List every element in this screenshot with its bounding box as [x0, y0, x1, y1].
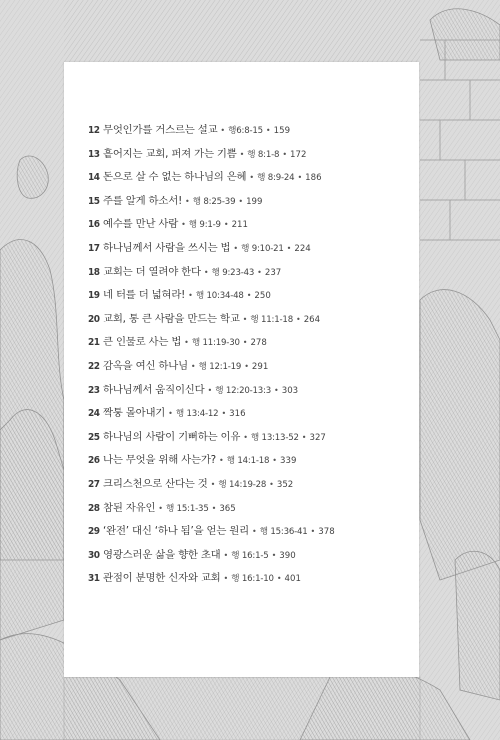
chapter-title: 하나님께서 움직이신다	[103, 383, 205, 396]
page-number: 352	[276, 479, 294, 490]
toc-entry	[88, 310, 418, 334]
separator-dot: •	[272, 456, 278, 466]
chapter-number: 26	[88, 455, 100, 467]
toc-entry	[88, 522, 418, 546]
scripture-reference: 행 8:25-39	[192, 196, 236, 207]
chapter-title: 돈으로 살 수 없는 하나님의 은혜	[103, 171, 247, 184]
toc-entry	[88, 333, 418, 357]
scripture-reference: 행 14:1-18	[226, 456, 270, 467]
chapter-title: 예수를 만난 사람	[103, 218, 179, 231]
chapter-number: 21	[88, 337, 100, 349]
toc-entry	[88, 215, 418, 239]
chapter-title: 큰 인물로 사는 법	[103, 336, 182, 349]
separator-dot: •	[257, 267, 262, 277]
chapter-title: 영광스러운 삶을 향한 초대	[103, 548, 221, 561]
scripture-reference: 행 15:1-35	[166, 503, 209, 514]
chapter-title: 크리스천으로 산다는 것	[103, 477, 208, 490]
separator-dot: •	[210, 479, 216, 489]
separator-dot: •	[207, 385, 213, 395]
toc-entry	[88, 239, 418, 263]
separator-dot: •	[251, 527, 257, 537]
chapter-number: 27	[88, 478, 100, 490]
separator-dot: •	[238, 196, 244, 206]
chapter-title: 주를 알게 하소서!	[103, 194, 183, 207]
toc-entry	[88, 121, 418, 145]
separator-dot: •	[223, 574, 229, 584]
page-number: 264	[303, 314, 321, 325]
toc-entry	[88, 168, 418, 192]
scripture-reference: 행 13:4-12	[175, 409, 219, 420]
toc-entry	[88, 404, 418, 428]
separator-dot: •	[286, 243, 292, 253]
scripture-reference: 행 11:1-18	[250, 314, 293, 325]
chapter-title: 무엇인가를 거스르는 설교	[103, 124, 218, 136]
chapter-number: 17	[88, 242, 100, 254]
scripture-reference: 행 9:23-43	[211, 267, 255, 278]
separator-dot: •	[295, 314, 301, 324]
separator-dot: •	[243, 432, 248, 442]
chapter-number: 29	[88, 526, 100, 538]
chapter-title: 네 터를 더 넓혀라!	[103, 289, 186, 302]
toc-entry	[88, 145, 418, 169]
separator-dot: •	[221, 409, 227, 419]
chapter-number: 18	[88, 266, 100, 278]
page-number: 291	[251, 361, 269, 372]
page-number: 390	[279, 550, 296, 561]
page-number: 278	[250, 338, 267, 349]
separator-dot: •	[233, 243, 239, 253]
separator-dot: •	[249, 173, 255, 183]
separator-dot: •	[220, 126, 226, 135]
separator-dot: •	[223, 550, 229, 560]
scripture-reference: 행 8:1-8	[247, 149, 280, 160]
toc-entry	[88, 546, 418, 570]
chapter-title: 관점이 분명한 신자와 교회	[103, 572, 221, 585]
page-number: 250	[254, 291, 271, 302]
scripture-reference: 행 12:1-19	[198, 361, 242, 372]
chapter-number: 20	[88, 313, 100, 325]
page-number: 339	[280, 456, 297, 467]
separator-dot: •	[271, 550, 277, 560]
chapter-number: 16	[88, 219, 100, 231]
separator-dot: •	[168, 409, 173, 419]
page-number: 159	[273, 126, 291, 136]
toc-entry	[88, 428, 418, 452]
toc-entry	[88, 475, 418, 499]
separator-dot: •	[223, 220, 229, 230]
separator-dot: •	[188, 291, 193, 301]
chapter-number: 23	[88, 384, 100, 396]
page-number: 211	[231, 220, 248, 231]
separator-dot: •	[246, 291, 252, 301]
separator-dot: •	[269, 479, 274, 489]
separator-dot: •	[242, 338, 248, 348]
chapter-number: 25	[88, 431, 100, 443]
page-number: 303	[281, 385, 299, 396]
page-number: 401	[284, 574, 301, 585]
chapter-title: 흩어지는 교회, 퍼져 가는 기쁨	[103, 147, 237, 160]
chapter-number: 15	[88, 195, 100, 207]
chapter-title: 짝퉁 몰아내기	[103, 407, 166, 420]
separator-dot: •	[181, 220, 186, 230]
page-number: 172	[290, 149, 307, 160]
scripture-reference: 행 13:13-52	[250, 432, 299, 443]
chapter-number: 19	[88, 290, 100, 302]
scripture-reference: 행 9:10-21	[241, 243, 284, 254]
toc-entry	[88, 263, 418, 287]
chapter-number: 31	[88, 573, 100, 585]
separator-dot: •	[282, 149, 288, 159]
separator-dot: •	[239, 149, 245, 159]
scripture-reference: 행 16:1-10	[231, 574, 274, 585]
scripture-reference: 행 9:1-9	[188, 220, 221, 231]
page-number: 365	[219, 503, 236, 514]
toc-entry	[88, 286, 418, 310]
table-of-contents	[88, 121, 418, 593]
separator-dot: •	[244, 361, 249, 371]
separator-dot: •	[190, 361, 196, 371]
chapter-number: 24	[88, 408, 100, 420]
page-number: 199	[246, 196, 263, 207]
chapter-number: 30	[88, 549, 100, 561]
separator-dot: •	[276, 574, 282, 584]
chapter-number: 14	[88, 172, 100, 184]
chapter-title: 감옥을 여신 하나님	[103, 359, 188, 372]
chapter-title: ‘완전’ 대신 ‘하나 됨’을 얻는 원리	[103, 525, 249, 538]
toc-entry	[88, 499, 418, 523]
separator-dot: •	[185, 196, 190, 206]
scripture-reference: 행 16:1-5	[231, 550, 269, 561]
separator-dot: •	[310, 527, 316, 537]
separator-dot: •	[211, 503, 217, 513]
scripture-reference: 행 11:19-30	[191, 338, 240, 349]
separator-dot: •	[219, 456, 224, 466]
separator-dot: •	[265, 126, 271, 135]
toc-entry	[88, 381, 418, 405]
scripture-reference: 행 14:19-28	[218, 479, 267, 490]
chapter-title: 교회는 더 열려야 한다	[103, 265, 201, 278]
separator-dot: •	[184, 338, 189, 348]
separator-dot: •	[242, 314, 248, 324]
chapter-number: 28	[88, 502, 100, 514]
page-number: 237	[264, 267, 282, 278]
scripture-reference: 행6:8-15	[228, 126, 263, 136]
scripture-reference: 행 10:34-48	[195, 291, 244, 302]
toc-entry	[88, 357, 418, 381]
page-number: 327	[309, 432, 326, 443]
separator-dot: •	[301, 432, 307, 442]
page-number: 224	[294, 243, 311, 254]
scripture-reference: 행 8:9-24	[257, 173, 295, 184]
chapter-title: 하나님의 사람이 기뻐하는 이유	[103, 430, 241, 443]
separator-dot: •	[203, 267, 209, 277]
chapter-title: 참된 자유인	[103, 501, 156, 514]
separator-dot: •	[297, 173, 303, 183]
page-number: 316	[229, 409, 246, 420]
page-number: 378	[318, 527, 335, 538]
chapter-title: 나는 무엇을 위해 사는가?	[103, 454, 216, 467]
chapter-number: 13	[88, 148, 100, 160]
page-number: 186	[305, 173, 322, 184]
chapter-number: 22	[88, 360, 100, 372]
chapter-title: 교회, 통 큰 사람을 만드는 학교	[103, 312, 240, 325]
separator-dot: •	[158, 503, 164, 513]
chapter-number: 12	[88, 125, 100, 136]
scripture-reference: 행 15:36-41	[259, 527, 308, 538]
scripture-reference: 행 12:20-13:3	[215, 385, 272, 396]
toc-entry	[88, 192, 418, 216]
separator-dot: •	[274, 385, 279, 395]
toc-entry	[88, 451, 418, 475]
chapter-title: 하나님께서 사람을 쓰시는 법	[103, 241, 231, 254]
toc-entry	[88, 569, 418, 593]
